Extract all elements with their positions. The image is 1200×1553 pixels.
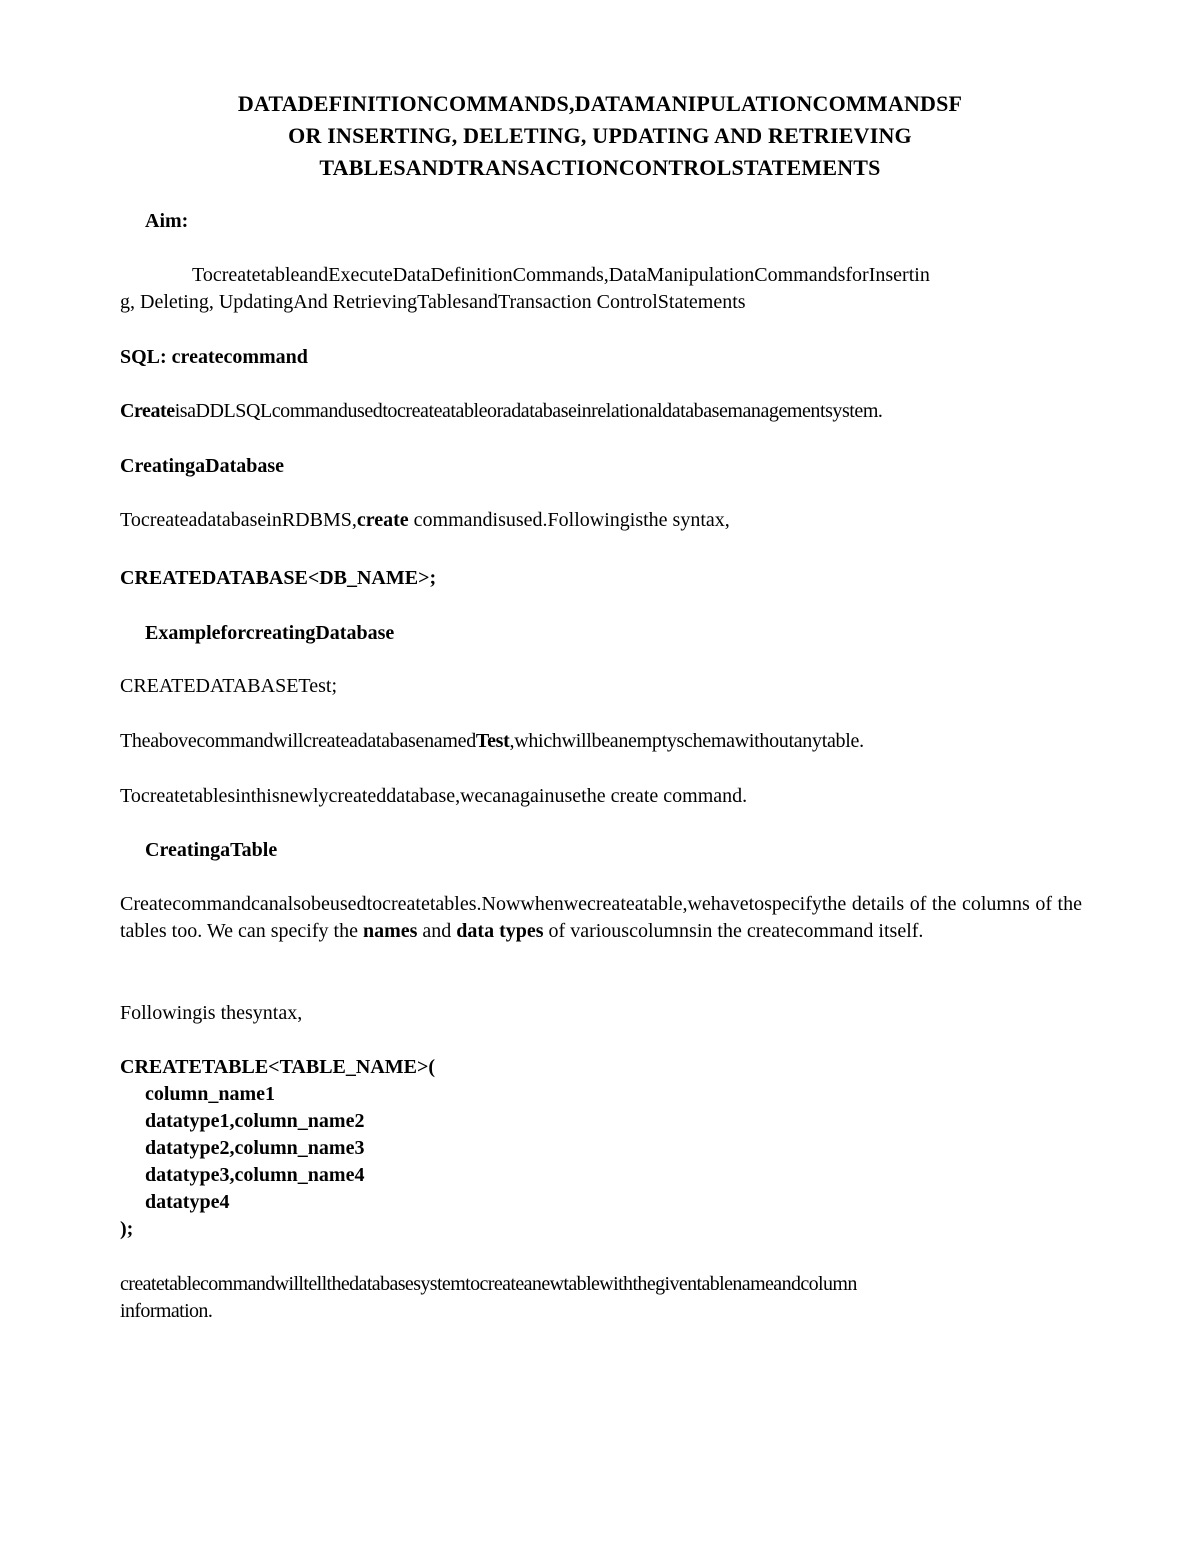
explain-pre: Theabovecommandwillcreateadatabasenamed [120,730,476,752]
create-table-syntax [120,1054,1082,1243]
title-line-3: TABLESANDTRANSACTIONCONTROLSTATEMENTS [319,155,881,180]
document-title [110,88,1090,184]
create-keyword: Create [120,400,175,422]
create-definition [120,398,1082,425]
create-db-example: CREATEDATABASETest; [120,675,338,697]
code-line: datatype2,column_name3 [145,1137,365,1159]
closing-line-1: createtablecommandwilltellthedatabasesystemtocreateanewtablewiththegiventablenameandcolumn [120,1273,857,1295]
title-line-1: DATADEFINITIONCOMMANDS,DATAMANIPULATIONCOMMANDSF [237,91,963,116]
example-creating-db-heading: ExampleforcreatingDatabase [145,622,395,644]
aim-heading: Aim: [145,210,189,232]
create-table-paragraph [120,891,1082,945]
create-db-text-post: commandisused.Followingisthe syntax, [408,509,730,531]
create-db-text-pre: TocreateadatabaseinRDBMS, [120,509,357,531]
table-para-names: names [362,920,418,942]
create-db-explanation [120,728,1082,755]
table-para-post: of variouscolumnsin the createcommand itself. [543,920,924,942]
table-para-mid: and [417,920,457,942]
closing-text [120,1271,1082,1325]
aim-line-1: TocreatetableandExecuteDataDefinitionCommands,DataManipulationCommandsforInsertin [192,264,930,286]
tables-note: Tocreatetablesinthisnewlycreateddatabase,wecanagainusethe create command. [120,785,748,807]
code-line: CREATETABLE<TABLE_NAME>( [120,1056,436,1078]
code-line: column_name1 [145,1083,275,1105]
syntax-intro: Followingis thesyntax, [120,1002,303,1024]
aim-line-2: g, Deleting, UpdatingAnd RetrievingTablesandTransaction ControlStatements [120,291,746,313]
aim-text [120,262,1082,316]
code-line: datatype3,column_name4 [145,1164,365,1186]
creating-table-heading: CreatingaTable [145,839,278,861]
table-para-pre: Createcommandcanalsobeusedtocreatetables.Nowwhenwecreateatable,wehavetospecifythe details of the columns of the tables too. We can specify the [120,893,1082,942]
create-db-keyword: create [356,509,409,531]
table-para-data-types: data types [456,920,544,942]
sql-create-heading: SQL: createcommand [120,346,308,368]
explain-post: ,whichwillbeanemptyschemawithoutanytable. [509,730,864,752]
code-line: datatype4 [145,1191,230,1213]
creating-database-heading: CreatingaDatabase [120,455,285,477]
code-line: datatype1,column_name2 [145,1110,365,1132]
create-definition-text: isaDDLSQLcommandusedtocreateatableoradatabaseinrelationaldatabasemanagementsystem. [174,400,883,422]
title-line-2: OR INSERTING, DELETING, UPDATING AND RETRIEVING [288,123,912,148]
create-db-description [120,507,1082,534]
code-line: ); [120,1218,134,1240]
create-database-syntax: CREATEDATABASE<DB_NAME>; [120,567,437,589]
explain-db-name: Test [475,730,510,752]
closing-line-2: information. [120,1300,213,1322]
